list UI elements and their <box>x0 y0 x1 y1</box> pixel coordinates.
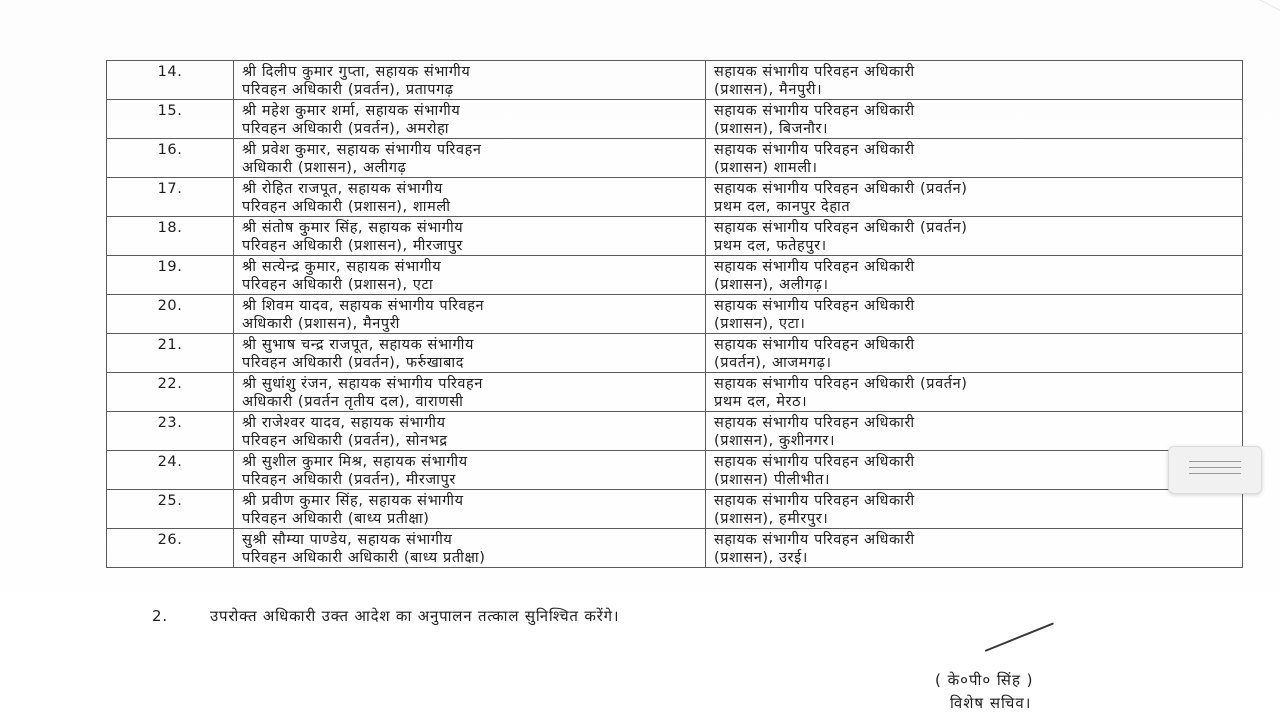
officer-current-posting-line: परिवहन अधिकारी (प्रवर्तन), सोनभद्र <box>242 433 448 449</box>
officer-current-posting-cell <box>234 256 706 295</box>
serial-number-cell: 16. <box>107 139 234 178</box>
new-posting-line: सहायक संभागीय परिवहन अधिकारी <box>714 415 915 431</box>
serial-number-cell: 24. <box>107 451 234 490</box>
officer-current-posting-line: श्री शिवम यादव, सहायक संभागीय परिवहन <box>242 298 485 314</box>
officer-current-posting-line: परिवहन अधिकारी (प्रशासन), शामली <box>242 199 451 215</box>
new-posting-line: सहायक संभागीय परिवहन अधिकारी <box>714 298 915 314</box>
signatory-name: ( के०पी० सिंह ) <box>935 671 1034 689</box>
new-posting-line: (प्रशासन), उरई। <box>714 550 808 566</box>
new-posting-cell <box>706 178 1243 217</box>
new-posting-cell <box>706 490 1243 529</box>
serial-number-cell: 22. <box>107 373 234 412</box>
new-posting-line: सहायक संभागीय परिवहन अधिकारी <box>714 259 915 275</box>
serial-number-cell: 18. <box>107 217 234 256</box>
new-posting-line: सहायक संभागीय परिवहन अधिकारी <box>714 103 915 119</box>
new-posting-line: प्रथम दल, फतेहपुर। <box>714 238 827 254</box>
officer-current-posting-cell <box>234 529 706 568</box>
page-corner-mark <box>1246 0 1280 25</box>
serial-number-cell: 15. <box>107 100 234 139</box>
new-posting-cell <box>706 100 1243 139</box>
officer-current-posting-line: अधिकारी (प्रवर्तन तृतीय दल), वाराणसी <box>242 394 464 410</box>
officer-current-posting-line: श्री सुशील कुमार मिश्र, सहायक संभागीय <box>242 454 468 470</box>
new-posting-line: (प्रवर्तन), आजमगढ़। <box>714 355 832 371</box>
officer-current-posting-line: श्री सत्येन्द्र कुमार, सहायक संभागीय <box>242 259 442 275</box>
officer-current-posting-line: श्री सुधांशु रंजन, सहायक संभागीय परिवहन <box>242 376 483 392</box>
new-posting-cell <box>706 61 1243 100</box>
paragraph-number: 2. <box>152 607 168 625</box>
officer-current-posting-cell <box>234 490 706 529</box>
officer-current-posting-line: परिवहन अधिकारी (प्रवर्तन), अमरोहा <box>242 121 450 137</box>
table-row <box>107 256 1243 295</box>
document-menu-button[interactable] <box>1168 446 1262 494</box>
serial-number-cell: 20. <box>107 295 234 334</box>
table-row <box>107 373 1243 412</box>
new-posting-line: (प्रशासन) शामली। <box>714 160 818 176</box>
signature-stroke <box>985 622 1054 652</box>
officer-current-posting-line: परिवहन अधिकारी (प्रवर्तन), मीरजापुर <box>242 472 456 488</box>
officer-current-posting-cell <box>234 139 706 178</box>
table-row <box>107 100 1243 139</box>
compliance-paragraph <box>152 606 619 626</box>
officer-current-posting-line: अधिकारी (प्रशासन), अलीगढ़ <box>242 160 407 176</box>
officer-current-posting-line: श्री महेश कुमार शर्मा, सहायक संभागीय <box>242 103 461 119</box>
new-posting-cell <box>706 529 1243 568</box>
serial-number-cell: 17. <box>107 178 234 217</box>
new-posting-line: सहायक संभागीय परिवहन अधिकारी <box>714 142 915 158</box>
new-posting-cell <box>706 295 1243 334</box>
officer-current-posting-cell <box>234 100 706 139</box>
officer-current-posting-line: परिवहन अधिकारी (प्रशासन), मीरजापुर <box>242 238 463 254</box>
new-posting-line: (प्रशासन) पीलीभीत। <box>714 472 831 488</box>
officer-current-posting-line: श्री राजेश्वर यादव, सहायक संभागीय <box>242 415 446 431</box>
serial-number-cell: 25. <box>107 490 234 529</box>
officer-current-posting-line: श्री दिलीप कुमार गुप्ता, सहायक संभागीय <box>242 64 471 80</box>
new-posting-cell <box>706 256 1243 295</box>
new-posting-line: सहायक संभागीय परिवहन अधिकारी (प्रवर्तन) <box>714 376 968 392</box>
officer-current-posting-cell <box>234 61 706 100</box>
new-posting-line: सहायक संभागीय परिवहन अधिकारी <box>714 64 915 80</box>
paragraph-text: उपरोक्त अधिकारी उक्त आदेश का अनुपालन तत्काल सुनिश्चित करेंगे। <box>210 607 620 625</box>
new-posting-line: (प्रशासन), एटा। <box>714 316 806 332</box>
new-posting-line: प्रथम दल, मेरठ। <box>714 394 808 410</box>
new-posting-line: सहायक संभागीय परिवहन अधिकारी (प्रवर्तन) <box>714 220 968 236</box>
transfer-table-body <box>107 61 1243 568</box>
table-row <box>107 490 1243 529</box>
new-posting-line: सहायक संभागीय परिवहन अधिकारी <box>714 493 915 509</box>
officer-current-posting-line: श्री सुभाष चन्द्र राजपूत, सहायक संभागीय <box>242 337 475 353</box>
officer-current-posting-line: परिवहन अधिकारी (प्रशासन), एटा <box>242 277 434 293</box>
new-posting-cell <box>706 412 1243 451</box>
officer-current-posting-line: अधिकारी (प्रशासन), मैनपुरी <box>242 316 401 332</box>
officer-current-posting-line: सुश्री सौम्या पाण्डेय, सहायक संभागीय <box>242 532 453 548</box>
serial-number-cell: 23. <box>107 412 234 451</box>
officer-current-posting-cell <box>234 295 706 334</box>
officer-current-posting-line: श्री संतोष कुमार सिंह, सहायक संभागीय <box>242 220 464 236</box>
officer-current-posting-line: श्री प्रवेश कुमार, सहायक संभागीय परिवहन <box>242 142 482 158</box>
serial-number-cell: 26. <box>107 529 234 568</box>
serial-number-cell: 14. <box>107 61 234 100</box>
new-posting-line: सहायक संभागीय परिवहन अधिकारी (प्रवर्तन) <box>714 181 968 197</box>
new-posting-line: (प्रशासन), अलीगढ़। <box>714 277 829 293</box>
officer-current-posting-line: परिवहन अधिकारी (बाध्य प्रतीक्षा) <box>242 511 430 527</box>
table-row <box>107 451 1243 490</box>
table-row <box>107 217 1243 256</box>
new-posting-line: (प्रशासन), मैनपुरी। <box>714 82 823 98</box>
officer-current-posting-line: परिवहन अधिकारी (प्रवर्तन), प्रतापगढ़ <box>242 82 454 98</box>
new-posting-cell <box>706 451 1243 490</box>
officer-current-posting-line: परिवहन अधिकारी अधिकारी (बाध्य प्रतीक्षा) <box>242 550 486 566</box>
new-posting-cell <box>706 217 1243 256</box>
new-posting-line: (प्रशासन), हमीरपुर। <box>714 511 829 527</box>
table-row <box>107 295 1243 334</box>
new-posting-cell <box>706 139 1243 178</box>
table-row <box>107 529 1243 568</box>
officer-current-posting-line: श्री प्रवीण कुमार सिंह, सहायक संभागीय <box>242 493 464 509</box>
signatory-title: विशेष सचिव। <box>950 694 1032 712</box>
table-row <box>107 334 1243 373</box>
officer-current-posting-cell <box>234 334 706 373</box>
officer-current-posting-cell <box>234 217 706 256</box>
table-row <box>107 412 1243 451</box>
new-posting-line: (प्रशासन), बिजनौर। <box>714 121 829 137</box>
officer-current-posting-cell <box>234 451 706 490</box>
new-posting-line: सहायक संभागीय परिवहन अधिकारी <box>714 337 915 353</box>
hamburger-menu-icon <box>1189 461 1241 479</box>
new-posting-cell <box>706 334 1243 373</box>
transfer-table <box>106 60 1243 568</box>
new-posting-line: सहायक संभागीय परिवहन अधिकारी <box>714 454 915 470</box>
new-posting-cell <box>706 373 1243 412</box>
officer-current-posting-cell <box>234 373 706 412</box>
officer-current-posting-cell <box>234 178 706 217</box>
serial-number-cell: 21. <box>107 334 234 373</box>
officer-current-posting-cell <box>234 412 706 451</box>
officer-current-posting-line: श्री रोहित राजपूत, सहायक संभागीय <box>242 181 443 197</box>
table-row <box>107 61 1243 100</box>
new-posting-line: प्रथम दल, कानपुर देहात <box>714 199 851 215</box>
new-posting-line: (प्रशासन), कुशीनगर। <box>714 433 836 449</box>
officer-current-posting-line: परिवहन अधिकारी (प्रवर्तन), फर्रुखाबाद <box>242 355 465 371</box>
table-row <box>107 139 1243 178</box>
new-posting-line: सहायक संभागीय परिवहन अधिकारी <box>714 532 915 548</box>
table-row <box>107 178 1243 217</box>
serial-number-cell: 19. <box>107 256 234 295</box>
